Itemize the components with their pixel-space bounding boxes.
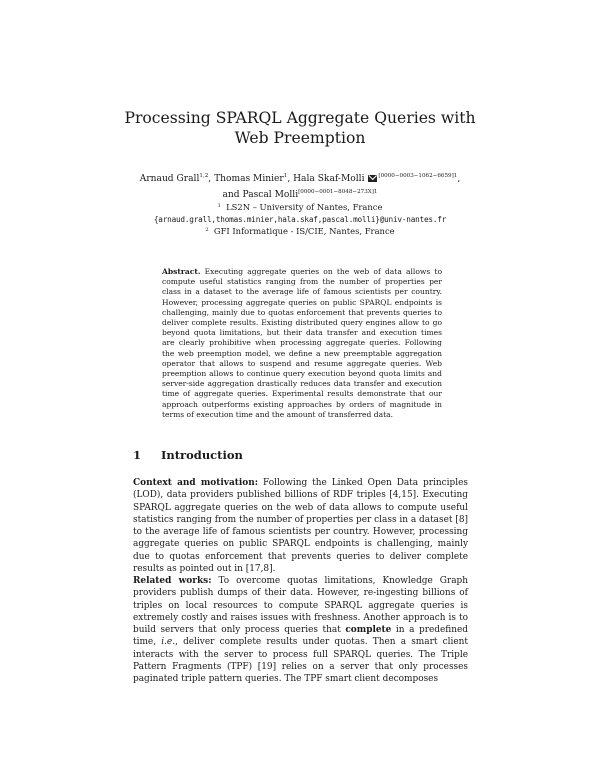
- affiliation-text: LS2N – University of Nantes, France: [226, 202, 383, 212]
- affiliation-text: GFI Informatique - IS/CIE, Nantes, France: [213, 226, 395, 236]
- author-affiliation-mark: 1,2: [199, 173, 209, 179]
- affiliation-1: [120, 201, 480, 214]
- paragraph-text: To overcome quotas limitations, Knowledge Graph providers publish dumps of their data. However, re-ingesting billions of triples on local resources to compute SPARQL aggregate queries is extremely costly and raises issues with freshness. Another approach is to build servers that only process queries that: [133, 576, 468, 635]
- paragraph-text: Following the Linked Open Data principles (LOD), data providers published billions of RDF triples [4,15]. Executing SPARQL aggregate queries on the web of data allows to compute useful statistics ranging from the number of properties per class in a dataset [8] to the average life of famous scientists per country. However, processing aggregate queries on public SPARQL endpoints is challenging, mainly due to quotas enforcement that prevents queries to deliver complete results as pointed out in [17,8].: [133, 478, 468, 574]
- paragraph-label: Related works:: [133, 576, 212, 586]
- paragraph-related-works: [133, 575, 468, 685]
- author-name: , Thomas Minier: [208, 174, 284, 184]
- author-affiliation-mark: 1: [283, 173, 288, 179]
- section-title: Introduction: [161, 448, 243, 462]
- author-emails[interactable]: {arnaud.grall,thomas.minier,hala.skaf,pascal.molli}@univ-nantes.fr: [153, 214, 447, 224]
- abstract-text: Executing aggregate queries on the web of data allows to compute useful statistics ranging from the number of properties per class in a dataset to the average life of famous scientists per country. However, processing aggregate queries on public SPARQL endpoints is challenging, mainly due to quotas enforcement that prevents queries to deliver complete results. Existing distributed query engines allow to go beyond quota limitations, but their data transfer and execution times are clearly prohibitive when processing aggregate queries. Following the web preemption model, we define a new preemptable aggregation operator that allows to suspend and resume aggregate queries. Web preemption allows to continue query execution beyond quota limits and server-side aggregation drastically reduces data transfer and execution time of aggregate queries. Experimental results demonstrate that our approach outperforms existing approaches by orders of magnitude in terms of execution time and the amount of transferred data.: [162, 267, 442, 419]
- paragraph-label: Context and motivation:: [133, 478, 259, 488]
- author-orcid: [0000−0001−8048−273X]: [298, 189, 374, 195]
- affiliation-mark: 1: [217, 203, 221, 209]
- author-name: Arnaud Grall: [139, 174, 200, 184]
- author-list: [120, 170, 480, 202]
- paragraph-text: , deliver complete results under quotas. Then a smart client interacts with the server to process full SPARQL queries. The Triple Pattern Fragments (TPF) [19] relies on a server that only processes paginated triple pattern queries. The TPF smart client decomposes: [133, 637, 468, 684]
- author-separator: ,: [457, 174, 461, 184]
- author-orcid: [0000−0003−1062−6659]: [378, 173, 454, 179]
- paragraph-context: [133, 477, 468, 575]
- affiliation-mark: 2: [205, 227, 209, 233]
- affiliation-2: [120, 225, 480, 238]
- author-affiliation-mark: 1: [453, 173, 458, 179]
- section-body: [133, 477, 468, 685]
- paragraph-text: in a predefined time,: [133, 625, 468, 648]
- mail-icon[interactable]: [368, 175, 377, 182]
- author-name: , Hala Skaf-Molli: [287, 174, 365, 184]
- author-name: and Pascal Molli: [222, 190, 299, 200]
- section-number: 1: [133, 448, 142, 462]
- abstract: [162, 267, 442, 420]
- section-heading: [133, 448, 243, 462]
- emphasis-italic: i.e.: [161, 637, 176, 648]
- author-affiliation-mark: 1: [373, 189, 378, 195]
- abstract-label: Abstract.: [162, 267, 201, 276]
- emphasis-bold: complete: [345, 625, 392, 635]
- affiliations: [120, 201, 480, 238]
- paper-title: Processing SPARQL Aggregate Queries with Web Preemption: [124, 109, 476, 147]
